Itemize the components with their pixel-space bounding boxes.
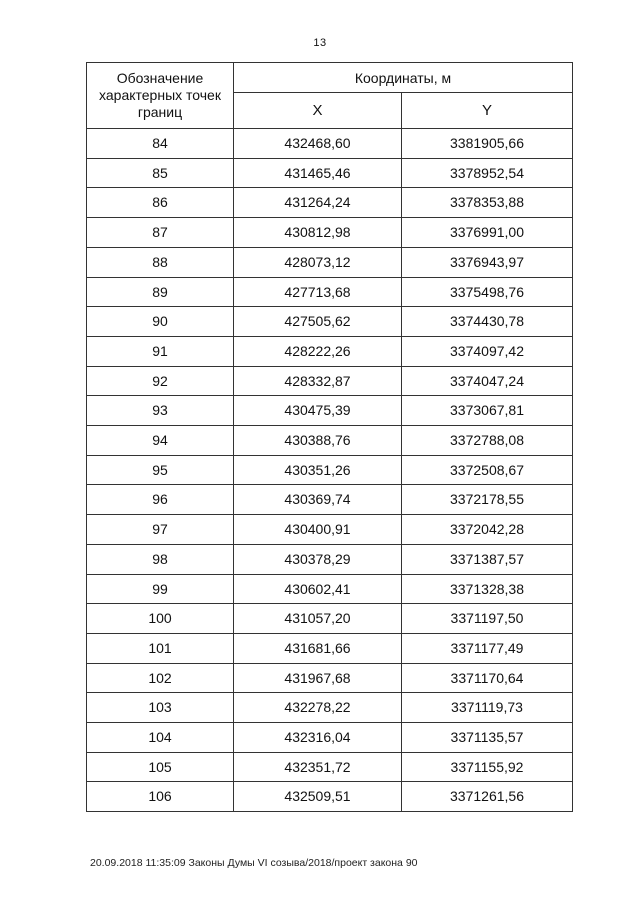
point-cell: 84 (87, 129, 234, 159)
y-coordinate-cell: 3371387,57 (402, 544, 573, 574)
y-coordinate-cell: 3372788,08 (402, 426, 573, 456)
y-coordinate-cell: 3371155,92 (402, 752, 573, 782)
table-row (87, 158, 573, 188)
table-body (87, 129, 573, 812)
table-row (87, 515, 573, 545)
y-coordinate-cell: 3371135,57 (402, 723, 573, 753)
table-row (87, 336, 573, 366)
y-coordinate-cell: 3372508,67 (402, 455, 573, 485)
x-coordinate-cell: 431264,24 (234, 188, 402, 218)
point-cell: 97 (87, 515, 234, 545)
table-row (87, 426, 573, 456)
x-coordinate-cell: 430378,29 (234, 544, 402, 574)
y-column-header: Y (402, 93, 573, 129)
point-cell: 85 (87, 158, 234, 188)
point-cell: 103 (87, 693, 234, 723)
x-coordinate-cell: 430475,39 (234, 396, 402, 426)
x-coordinate-cell: 430388,76 (234, 426, 402, 456)
point-cell: 93 (87, 396, 234, 426)
table-header (87, 63, 573, 129)
point-cell: 87 (87, 218, 234, 248)
x-coordinate-cell: 427713,68 (234, 277, 402, 307)
table-row (87, 129, 573, 159)
table-row (87, 633, 573, 663)
x-coordinate-cell: 430351,26 (234, 455, 402, 485)
point-cell: 89 (87, 277, 234, 307)
point-cell: 90 (87, 307, 234, 337)
point-cell: 96 (87, 485, 234, 515)
table-row (87, 485, 573, 515)
x-coordinate-cell: 430369,74 (234, 485, 402, 515)
y-coordinate-cell: 3381905,66 (402, 129, 573, 159)
point-cell: 91 (87, 336, 234, 366)
table-row (87, 396, 573, 426)
table-row (87, 604, 573, 634)
x-coordinate-cell: 432316,04 (234, 723, 402, 753)
table-row (87, 723, 573, 753)
x-coordinate-cell: 432278,22 (234, 693, 402, 723)
y-coordinate-cell: 3371328,38 (402, 574, 573, 604)
table-row (87, 188, 573, 218)
point-cell: 100 (87, 604, 234, 634)
point-cell: 99 (87, 574, 234, 604)
document-footer: 20.09.2018 11:35:09 Законы Думы VI созыва/2018/проект закона 90 (90, 857, 418, 869)
point-cell: 101 (87, 633, 234, 663)
point-cell: 104 (87, 723, 234, 753)
x-coordinate-cell: 428222,26 (234, 336, 402, 366)
x-coordinate-cell: 432351,72 (234, 752, 402, 782)
y-coordinate-cell: 3371177,49 (402, 633, 573, 663)
y-coordinate-cell: 3374097,42 (402, 336, 573, 366)
y-coordinate-cell: 3371119,73 (402, 693, 573, 723)
x-coordinate-cell: 430812,98 (234, 218, 402, 248)
y-coordinate-cell: 3376943,97 (402, 247, 573, 277)
page-number: 13 (313, 37, 327, 49)
point-cell: 102 (87, 663, 234, 693)
table-row (87, 782, 573, 812)
table-row (87, 663, 573, 693)
point-cell: 88 (87, 247, 234, 277)
x-coordinate-cell: 432509,51 (234, 782, 402, 812)
y-coordinate-cell: 3375498,76 (402, 277, 573, 307)
table-row (87, 307, 573, 337)
point-cell: 92 (87, 366, 234, 396)
point-cell: 105 (87, 752, 234, 782)
y-coordinate-cell: 3373067,81 (402, 396, 573, 426)
x-coordinate-cell: 431681,66 (234, 633, 402, 663)
x-coordinate-cell: 432468,60 (234, 129, 402, 159)
y-coordinate-cell: 3378353,88 (402, 188, 573, 218)
y-coordinate-cell: 3374047,24 (402, 366, 573, 396)
x-coordinate-cell: 428073,12 (234, 247, 402, 277)
point-column-header: Обозначение характерных точек границ (87, 63, 234, 129)
y-coordinate-cell: 3374430,78 (402, 307, 573, 337)
x-coordinate-cell: 427505,62 (234, 307, 402, 337)
y-coordinate-cell: 3371197,50 (402, 604, 573, 634)
y-coordinate-cell: 3376991,00 (402, 218, 573, 248)
point-cell: 94 (87, 426, 234, 456)
point-cell: 86 (87, 188, 234, 218)
table-row (87, 544, 573, 574)
x-coordinate-cell: 430400,91 (234, 515, 402, 545)
table-row (87, 247, 573, 277)
x-column-header: X (234, 93, 402, 129)
table-row (87, 366, 573, 396)
header-row-top (87, 63, 573, 93)
y-coordinate-cell: 3372042,28 (402, 515, 573, 545)
point-cell: 106 (87, 782, 234, 812)
table-row (87, 218, 573, 248)
point-cell: 98 (87, 544, 234, 574)
table-row (87, 752, 573, 782)
y-coordinate-cell: 3371170,64 (402, 663, 573, 693)
x-coordinate-cell: 431465,46 (234, 158, 402, 188)
table-row (87, 455, 573, 485)
table-row (87, 277, 573, 307)
coordinates-table (86, 62, 573, 812)
table-row (87, 693, 573, 723)
x-coordinate-cell: 428332,87 (234, 366, 402, 396)
point-cell: 95 (87, 455, 234, 485)
y-coordinate-cell: 3378952,54 (402, 158, 573, 188)
x-coordinate-cell: 431967,68 (234, 663, 402, 693)
coordinates-column-header: Координаты, м (234, 63, 573, 93)
y-coordinate-cell: 3371261,56 (402, 782, 573, 812)
table-row (87, 574, 573, 604)
y-coordinate-cell: 3372178,55 (402, 485, 573, 515)
x-coordinate-cell: 430602,41 (234, 574, 402, 604)
x-coordinate-cell: 431057,20 (234, 604, 402, 634)
